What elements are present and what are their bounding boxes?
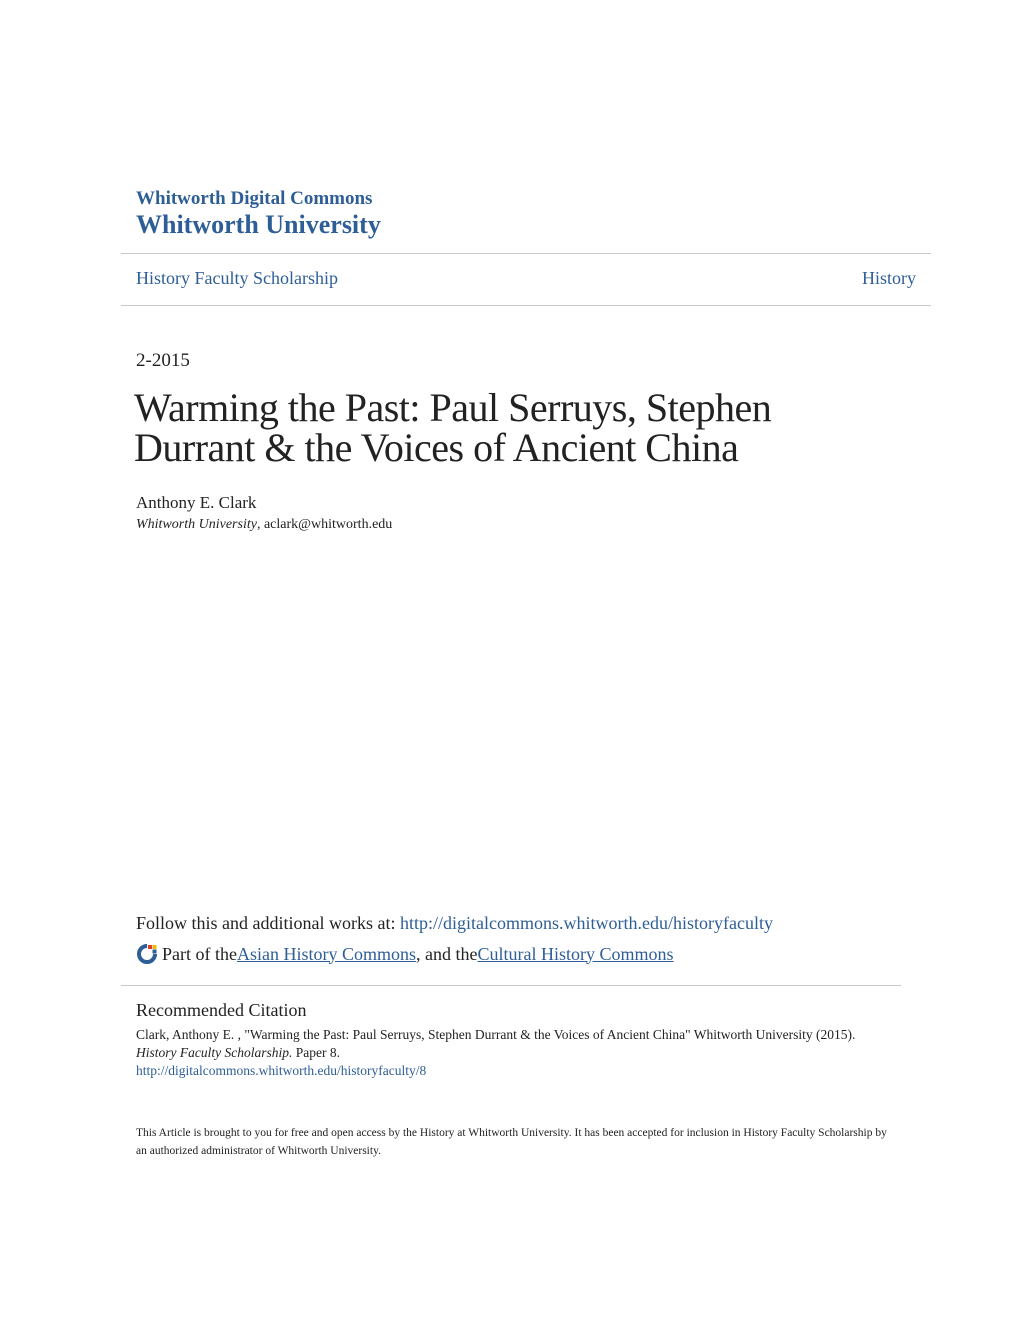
part-of-line	[136, 943, 674, 965]
follow-line	[136, 913, 773, 934]
citation-url-link[interactable]: http://digitalcommons.whitworth.edu/historyfaculty/8	[136, 1063, 427, 1078]
header-divider-bottom	[121, 305, 931, 306]
citation-series-line	[136, 1044, 906, 1062]
affiliation-separator: ,	[256, 517, 264, 532]
asian-history-commons-link[interactable]: Asian History Commons	[236, 943, 416, 964]
department-link[interactable]: History	[862, 268, 916, 288]
network-commons-icon	[136, 943, 158, 965]
citation-divider	[121, 985, 901, 986]
author-affiliation	[136, 517, 392, 533]
repository-header	[136, 188, 916, 240]
part-of-prefix: Part of the	[162, 943, 237, 964]
follow-url-link[interactable]: http://digitalcommons.whitworth.edu/historyfaculty	[399, 913, 773, 933]
citation-line: Clark, Anthony E. , "Warming the Past: Paul Serruys, Stephen Durrant & the Voices of Ancient China" Whitworth University (2015).	[136, 1027, 856, 1042]
header-divider-top	[121, 253, 931, 254]
author-email: aclark@whitworth.edu	[263, 517, 393, 532]
affiliation-institution: Whitworth University	[136, 517, 257, 532]
institution-name-link[interactable]: Whitworth University	[136, 210, 381, 239]
follow-label: Follow this and additional works at:	[136, 913, 400, 933]
cultural-history-commons-link[interactable]: Cultural History Commons	[477, 943, 674, 964]
part-of-middle: , and the	[416, 943, 478, 964]
footer-note: This Article is brought to you for free and open access by the History at Whitworth University. It has been accepted for inclusion in History Faculty Scholarship by an authorized administrator of Whitworth University.	[136, 1127, 887, 1157]
repository-name-link[interactable]: Whitworth Digital Commons	[136, 188, 373, 209]
article-title: Warming the Past: Paul Serruys, Stephen Durrant & the Voices of Ancient China	[134, 385, 772, 470]
publication-date: 2-2015	[136, 350, 190, 371]
series-bar	[136, 268, 916, 292]
citation-heading: Recommended Citation	[136, 1000, 307, 1020]
citation-series: History Faculty Scholarship.	[136, 1045, 293, 1060]
citation-body	[136, 1026, 906, 1080]
author-name: Anthony E. Clark	[136, 493, 257, 512]
collection-link[interactable]: History Faculty Scholarship	[136, 268, 338, 288]
citation-paper: Paper 8.	[292, 1045, 340, 1060]
